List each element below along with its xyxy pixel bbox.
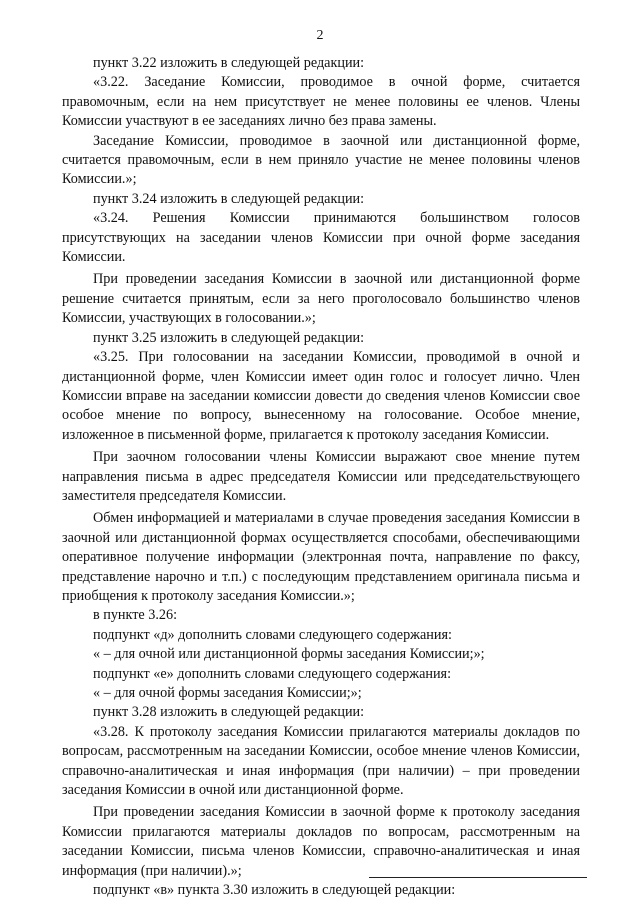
subclause-e-instruction: подпункт «е» дополнить словами следующего содержания: (93, 665, 452, 682)
subclause-e-addition: « – для очной формы заседания Комиссии;»; (93, 685, 362, 701)
document-body (62, 54, 580, 900)
clause-3-24-text: «3.24. Решения Комиссии принимаются большинством голосов присутствующих на заседании членов Комиссии при очной форме заседания Комиссии. (62, 210, 580, 266)
clause-3-25-text: «3.25. При голосовании на заседании Комиссии, проводимой в очной и дистанционной форме, член Комиссии имеет один голос и голосует лично. Член Комиссии вправе на заседании комиссии довести до сведения членов Комиссии свое особое мнение по вопросу, вынесенному на голосование. Особое мнение, изложенное в письменной форме, прилагается к протоколу заседания Комиссии. (62, 349, 580, 443)
clause-3-28-text: «3.28. К протоколу заседания Комиссии прилагаются материалы докладов по вопросам, рассмотренным на заседании Комиссии, особое мнение членов Комиссии, справочно-аналитическая и иная информация (при наличии) – при проведении заседания Комиссии в очной или дистанционной форме. (62, 723, 580, 799)
clause-3-24-remote-decision: При проведении заседания Комиссии в заочной или дистанционной форме решение считается принятым, если за него проголосовало большинство членов Комиссии, участвующих в голосовании.»; (62, 271, 580, 327)
subclause-d-instruction: подпункт «д» дополнить словами следующего содержания: (93, 626, 452, 643)
amendment-instruction-3-28: пункт 3.28 изложить в следующей редакции: (93, 704, 365, 721)
footer-divider (369, 877, 587, 878)
clause-3-28-absentee-form: При проведении заседания Комиссии в заочной форме к протоколу заседания Комиссии прилагаются материалы докладов по вопросам, рассмотренным на заседании Комиссии, письма членов Комиссии, справочно-аналитическая и иная информация (при наличии).»; (62, 804, 580, 879)
amendment-instruction-3-25: пункт 3.25 изложить в следующей редакции: (93, 329, 365, 346)
subclause-d-addition: « – для очной или дистанционной формы заседания Комиссии;»; (93, 646, 485, 663)
clause-3-25-information-exchange: Обмен информацией и материалами в случае проведения заседания Комиссии в заочной или дистанционной формах осуществляется способами, обеспечивающими оперативное получение информации (электронная почта, направление по факсу, представление нарочно и т.п.) с последующим представлением оригинала письма и приобщения к протоколу заседания Комиссии.»; (62, 510, 580, 604)
clause-3-22-text: «3.22. Заседание Комиссии, проводимое в очной форме, считается правомочным, если на нем присутствует не менее половины ее членов. Члены Комиссии участвуют в ее заседаниях лично без права замены. (62, 74, 580, 130)
amendment-instruction-3-26: в пункте 3.26: (93, 607, 178, 624)
amendment-instruction-3-22: пункт 3.22 изложить в следующей редакции: (93, 55, 365, 71)
amendment-instruction-3-30: подпункт «в» пункта 3.30 изложить в следующей редакции: (93, 882, 456, 899)
clause-3-22-remote-meeting: Заседание Комиссии, проводимое в заочной или дистанционной форме, считается правомочным, если в нем приняло участие не менее половины членов Комиссии.»; (62, 132, 580, 188)
page-number: 2 (316, 28, 324, 43)
clause-3-25-absentee-voting: При заочном голосовании члены Комиссии выражают свое мнение путем направления письма в адрес председателя Комиссии или председательствующего заместителя председателя Комиссии. (62, 449, 580, 504)
amendment-instruction-3-24: пункт 3.24 изложить в следующей редакции: (93, 190, 365, 207)
